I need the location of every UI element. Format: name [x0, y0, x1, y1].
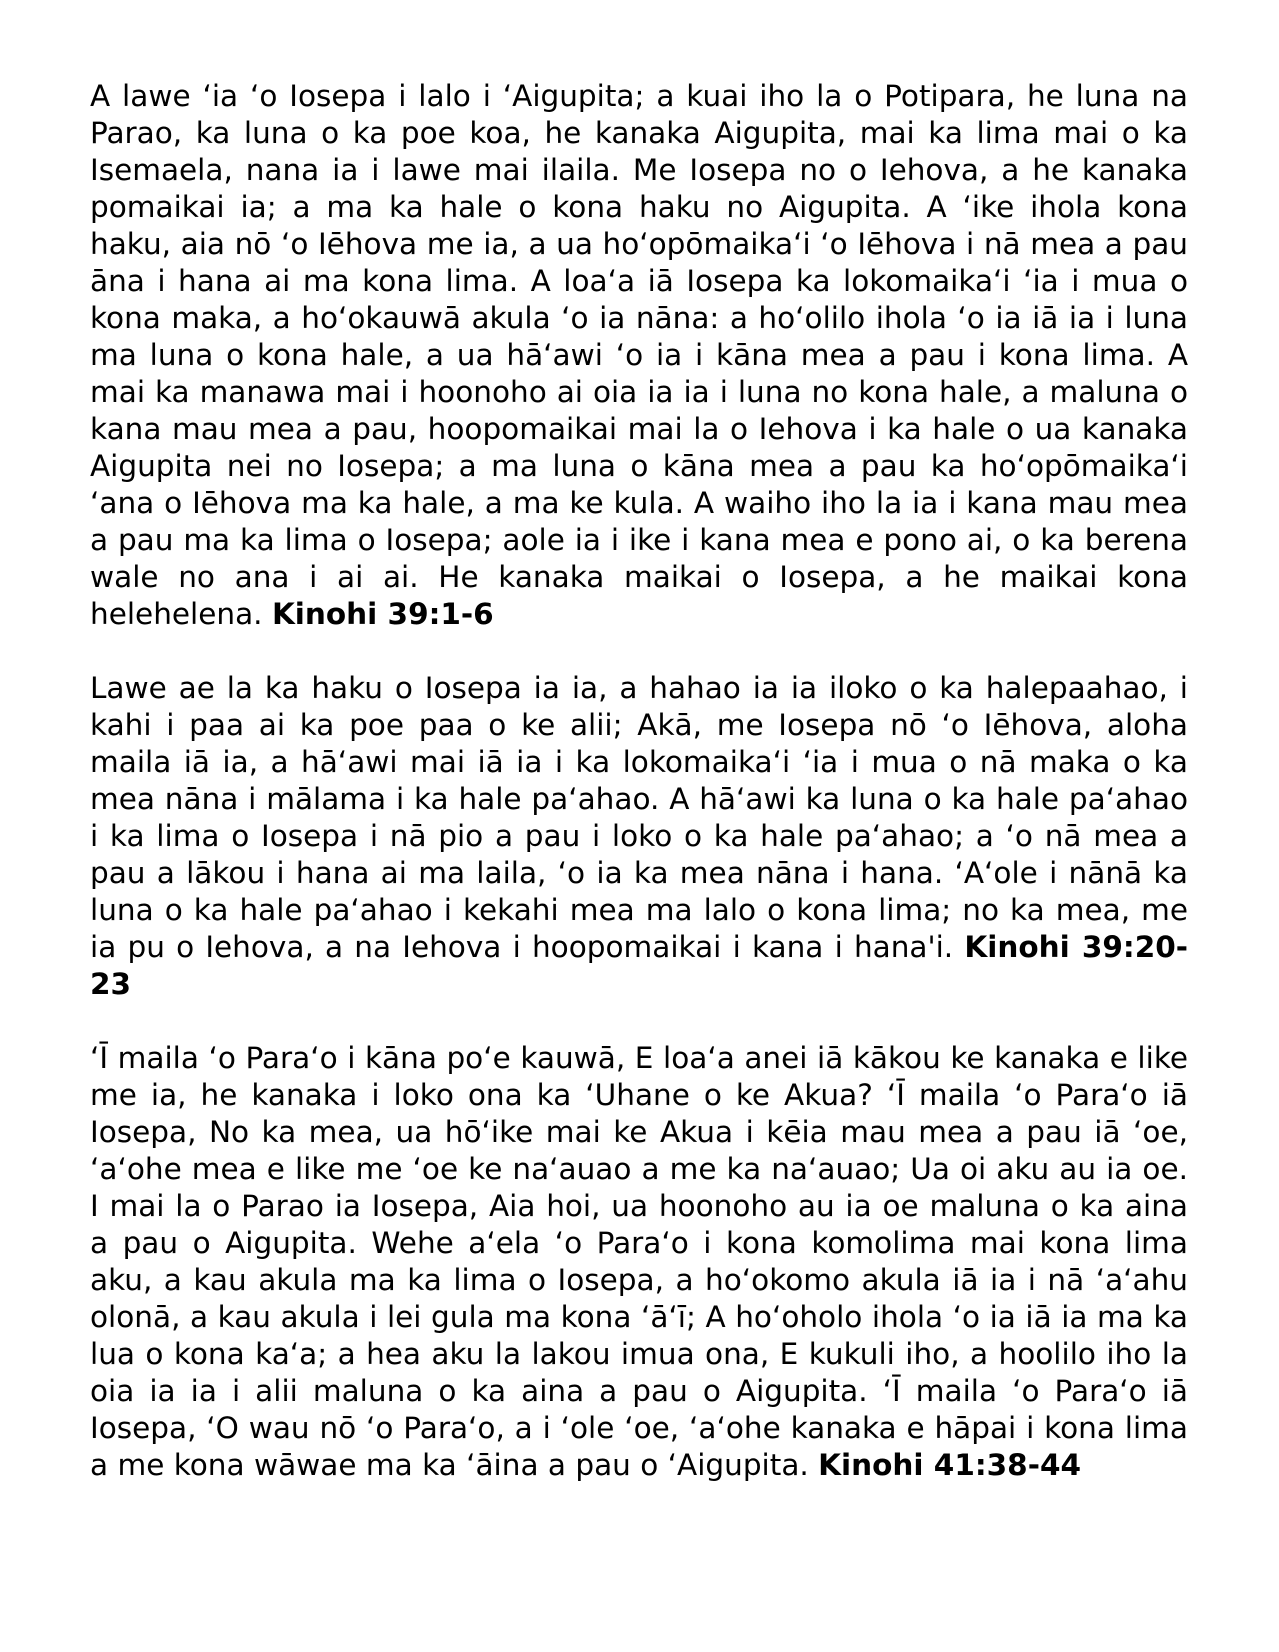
passage-1: [90, 78, 1188, 633]
passage-text: ‘Ī maila ‘o Paraʻo i kāna poʻe kauwā, E loaʻa anei iā kākou ke kanaka e like me ia, he kanaka i loko ona ka ‘Uhane o ke Akua? ‘Ī maila ‘o Paraʻo iā Iosepa, No ka mea, ua hōʻike mai ke Akua i kēia mau mea a pau iā ‘oe, ‘aʻohe mea e like me ‘oe ke naʻauao a me ka naʻauao; Ua oi aku au ia oe. I mai la o Parao ia Iosepa, Aia hoi, ua hoonoho au ia oe maluna o ka aina a pau o Aigupita. Wehe aʻela ‘o Paraʻo i kona komolima mai kona lima aku, a kau akula ma ka lima o Iosepa, a hoʻokomo akula iā ia i nā ‘aʻahu olonā, a kau akula i lei gula ma kona ‘āʻī; A hoʻoholo ihola ‘o ia iā ia ma ka lua o kona kaʻa; a hea aku la lakou imua ona, E kukuli iho, a hoolilo iho la oia ia ia i alii maluna o ka aina a pau o Aigupita. ‘Ī maila ‘o Paraʻo iā Iosepa, ‘O wau nō ‘o Paraʻo, a i ‘ole ‘oe, ‘aʻohe kanaka e hāpai i kona lima a me kona wāwae ma ka ‘āina a pau o ‘Aigupita.: [90, 1041, 1188, 1482]
scripture-reference: Kinohi 41:38-44: [818, 1448, 1081, 1482]
scripture-reference: Kinohi 39:1-6: [271, 597, 494, 631]
passage-3: [90, 1040, 1188, 1484]
passage-text: A lawe ‘ia ‘o Iosepa i lalo i ‘Aigupita; a kuai iho la o Potipara, he luna na Parao, ka luna o ka poe koa, he kanaka Aigupita, mai ka lima mai o ka Isemaela, nana ia i lawe mai ilaila. Me Iosepa no o Iehova, a he kanaka pomaikai ia; a ma ka hale o kona haku no Aigupita. A ‘ike ihola kona haku, aia nō ‘o Iēhova me ia, a ua hoʻopōmaikaʻi ‘o Iēhova i nā mea a pau āna i hana ai ma kona lima. A loaʻa iā Iosepa ka lokomaikaʻi ‘ia i mua o kona maka, a hoʻokauwā akula ‘o ia nāna: a hoʻolilo ihola ‘o ia iā ia i luna ma luna o kona hale, a ua hāʻawi ‘o ia i kāna mea a pau i kona lima. A mai ka manawa mai i hoonoho ai oia ia ia i luna no kona hale, a maluna o kana mau mea a pau, hoopomaikai mai la o Iehova i ka hale o ua kanaka Aigupita nei no Iosepa; a ma luna o kāna mea a pau ka hoʻopōmaikaʻi ‘ana o Iēhova ma ka hale, a ma ke kula. A waiho iho la ia i kana mau mea a pau ma ka lima o Iosepa; aole ia i ike i kana mea e pono ai, o ka berena wale no ana i ai ai. He kanaka maikai o Iosepa, a he maikai kona helehelena.: [90, 79, 1188, 631]
passage-2: [90, 670, 1188, 1003]
passage-text: Lawe ae la ka haku o Iosepa ia ia, a hahao ia ia iloko o ka halepaahao, i kahi i paa ai ka poe paa o ke alii; Akā, me Iosepa nō ‘o Iēhova, aloha maila iā ia, a hāʻawi mai iā ia i ka lokomaikaʻi ‘ia i mua o nā maka o ka mea nāna i mālama i ka hale paʻahao. A hāʻawi ka luna o ka hale paʻahao i ka lima o Iosepa i nā pio a pau i loko o ka hale paʻahao; a ‘o nā mea a pau a lākou i hana ai ma laila, ‘o ia ka mea nāna i hana. ‘Aʻole i nānā ka luna o ka hale paʻahao i kekahi mea ma lalo o kona lima; no ka mea, me ia pu o Iehova, a na Iehova i hoopomaikai i kana i hana'i.: [90, 671, 1188, 964]
scripture-reference: Kinohi 39:20-23: [90, 930, 1188, 1001]
document-page: [90, 78, 1188, 1521]
